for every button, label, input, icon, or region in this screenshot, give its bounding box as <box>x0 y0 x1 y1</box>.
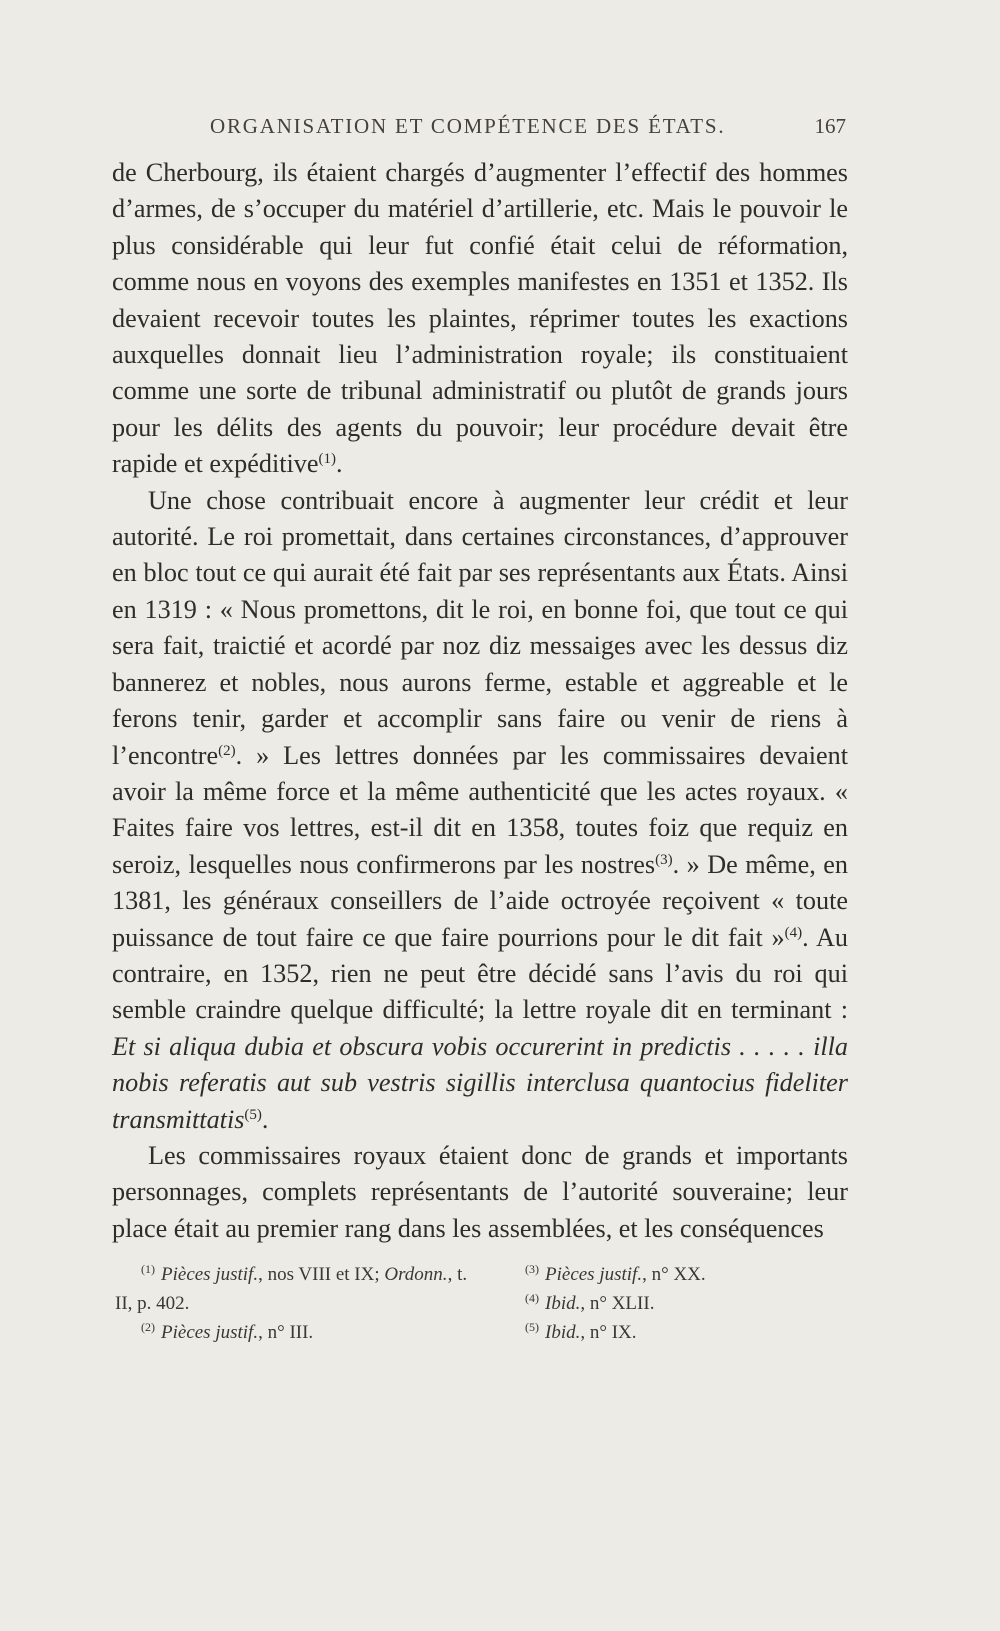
footnote-mark: (5) <box>525 1320 539 1334</box>
footnote-source: Pièces justif. <box>545 1264 643 1285</box>
footnote-3 <box>525 1260 845 1289</box>
note-ref-3: (3) <box>655 851 673 868</box>
note-ref-4: (4) <box>784 924 803 941</box>
footnote-text: , n° XLII. <box>580 1293 655 1314</box>
footnote-text: , nos VIII et IX; <box>258 1264 385 1285</box>
footnote-text: , n° XX. <box>642 1264 706 1285</box>
text-run: . <box>336 449 343 479</box>
text-run: . <box>261 1104 269 1134</box>
footnote-text: , n° III. <box>258 1322 314 1343</box>
footnote-text: , n° IX. <box>580 1322 637 1343</box>
footnote-5 <box>525 1318 845 1347</box>
footnote-text: , t. II, p. 402. <box>115 1264 468 1314</box>
footnote-2 <box>115 1318 475 1347</box>
text-run: . » Les lettres données par les commissaires devaient avoir la même force et la même authenticité que les actes royaux. « Faites faire vos lettres, est-il dit en 1358, toutes foiz que requiz en seroiz, lesquelles nous confirmerons par les nostres <box>112 740 848 879</box>
footnotes-right-column <box>525 1260 845 1347</box>
main-text <box>112 155 848 1247</box>
latin-quote: Et si aliqua dubia et obscura vobis occurerint in predictis . . . . . illa nobis referatis aut sub vestris sigillis interclusa quantocius fideliter transmittatis <box>112 1031 848 1134</box>
footnote-source: Ibid. <box>545 1322 581 1343</box>
paragraph-3: Les commissaires royaux étaient donc de grands et importants personnages, complets représentants de l’autorité souveraine; leur place était au premier rang dans les assemblées, et les conséquences <box>112 1140 848 1243</box>
note-ref-1: (1) <box>318 451 336 468</box>
paragraph-2 <box>112 483 848 1138</box>
footnote-mark: (3) <box>525 1262 539 1276</box>
footnote-source: Ibid. <box>545 1293 581 1314</box>
text-run: de Cherbourg, ils étaient chargés d’augmenter l’effectif des hommes d’armes, de s’occuper du matériel d’artillerie, etc. Mais le pouvoir le plus considérable qui leur fut confié était celui de réformation, comme nous en voyons des exemples manifestes en 1351 et 1352. Ils devaient recevoir toutes les plaintes, réprimer toutes les exactions auxquelles donnait lieu l’administration royale; ils constituaient comme une sorte de tribunal administratif ou plutôt de grands jours pour les délits des agents du pouvoir; leur procédure devait être rapide et expéditive <box>112 158 848 479</box>
footnote-1 <box>115 1260 475 1318</box>
note-ref-2: (2) <box>218 742 236 759</box>
footnote-4 <box>525 1289 845 1318</box>
footnote-source: Pièces justif. <box>161 1322 259 1343</box>
footnote-mark: (4) <box>525 1291 539 1305</box>
running-title: ORGANISATION ET COMPÉTENCE DES ÉTATS. <box>210 114 726 138</box>
footnote-source: Pièces justif. <box>161 1264 259 1285</box>
footnote-mark: (2) <box>141 1320 155 1334</box>
text-run: . Au contraire, en 1352, rien ne peut être décidé sans l’avis du roi qui semble craindre quelque difficulté; la lettre royale dit en terminant : <box>112 922 849 1025</box>
text-run: Une chose contribuait encore à augmenter leur crédit et leur autorité. Le roi promettait, dans certaines circonstances, d’approuver en bloc tout ce qui aurait été fait par ses représentants aux États. Ainsi en 1319 : « Nous promettons, dit le roi, en bonne foi, que tout ce qui sera fait, traictié et acordé par noz diz messaiges avec les dessus diz bannerez et nobles, nous aurons ferme, estable et aggreable et le ferons tenir, garder et accomplir sans faire ou venir de riens à l’encontre <box>112 485 848 770</box>
text-run: . » De même, en 1381, les généraux conseillers de l’aide octroyée reçoivent « toute puissance de tout faire ce que faire pourrions pour le dit fait » <box>112 849 848 952</box>
footnote-mark: (1) <box>141 1262 155 1276</box>
footnote-source: Ordonn. <box>384 1264 448 1285</box>
footnotes-left-column <box>115 1260 475 1347</box>
note-ref-5: (5) <box>244 1106 262 1123</box>
paragraph-1 <box>112 155 848 483</box>
page-number: 167 <box>814 114 846 138</box>
